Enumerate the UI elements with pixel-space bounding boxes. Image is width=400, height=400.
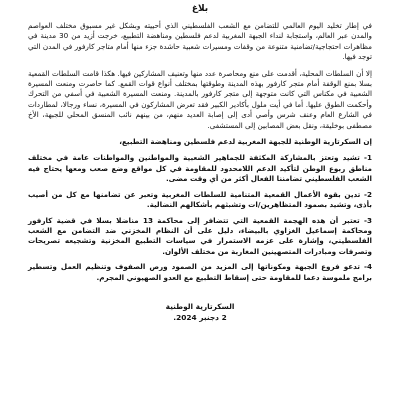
secretariat-statement: إن السكرتارية الوطنية للجبهة المغربية لدعم فلسطين ومناهضة التطبيع، <box>119 137 372 147</box>
repression-paragraph: إلا أن السلطات المحلية، أقدمت على منع ومحاصرة عدد منها وتعنيف المشاركين فيها. هكذا قامت السلطات القمعية بسلا بمنع الوقفة أمام متجر كارفور بهذه المدينة وطوقتها بمختلف أنواع قوات القمع. كما حاصرت ومنعت المسيرة الشعبية في مكناس التي كانت متوجهة إلى متجر كارفور بالمدينة. ومنعت المسيرة الشعبية في أسفي من التحرك وأحكمت الطوق عليها. أما في أيت ملول بأكادير الكبير فقد تعرض المشاركون في المسيرة، نساء ورجالا، لمطاردات في الشارع العام وعنف شرس وأصي أدى إلى إصابة العديد منهم، من بينهم نائب المنسق المحلي للجبهة، الأخ مصطفى بوخليقة، ونقل بعض المصابين إلى المستشفى. <box>28 68 372 130</box>
document-title: بلاغ <box>191 4 209 14</box>
numbered-point-2: 2- تدين بقوة الأعمال القمعية المتنامية للسلطات المغربية وتعبر عن تضامنها مع كل من أصيب بأذى، وتشيد بصمود المتظاهرين/ات وتشبثهم بأشكالهم النضالية. <box>28 189 372 210</box>
document-date: 2 دجنبر 2024. <box>173 312 227 322</box>
signature: السكرتارية الوطنية <box>165 301 235 311</box>
intro-paragraph: في إطار تخليد اليوم العالمي للتضامن مع الشعب الفلسطيني الذي أحييته وبشكل غير مسبوق مختلف العواصم والمدن عبر العالم، واستجابة لنداء الجبهة المغربية لدعم فلسطين ومناهضة التطبيع، خرجت أزيد من 30 مدينة في مظاهرات احتجاجية/تضامنية متنوعة من وقفات ومسيرات شعبية حاشدة جزء منها أمام متاجر كارفور في المدن التي توجد فيها. <box>28 21 372 62</box>
numbered-point-1: 1- تشيد وتعتز بالمشاركة المكثفة للجماهير الشعبية والمواطنين والمواطنات عامة في مختلف مناطق ربوع الوطن لتأكيد الدعم اللامحدود للمقاومة في كل مواقع وضع صعب ومعها يحتاج فيه الشعب الفلسطيني تضامننا الفعال أكثر من أي وقت مضى. <box>28 153 372 184</box>
numbered-point-3: 3- تعتبر أن هذه الهجمة القمعية التي تتضافر إلى محاكمة 13 مناضلا بسلا في قضية كارفور ومحاكمة إسماعيل الغزاوي بالبيضاء، دليل على أن النظام المخزني ضد التضامن مع الشعب الفلسطيني، وإشارة على عزمه الاستمرار في سياسات التطبيع المخزنية وتشجيعه تصريحات وتصرفات ومبادرات المتصهينين المغاربة من مختلف الألوان. <box>28 215 372 256</box>
numbered-point-4: 4- تدعو فروع الجبهة ومكوناتها إلى المزيد من الصمود ورص الصفوف وتنظيم العمل وتسطير برامج ملموسة دعما للمقاومة حتى إسقاط التطبيع مع العدو الصهيوني المجرم. <box>28 262 372 282</box>
